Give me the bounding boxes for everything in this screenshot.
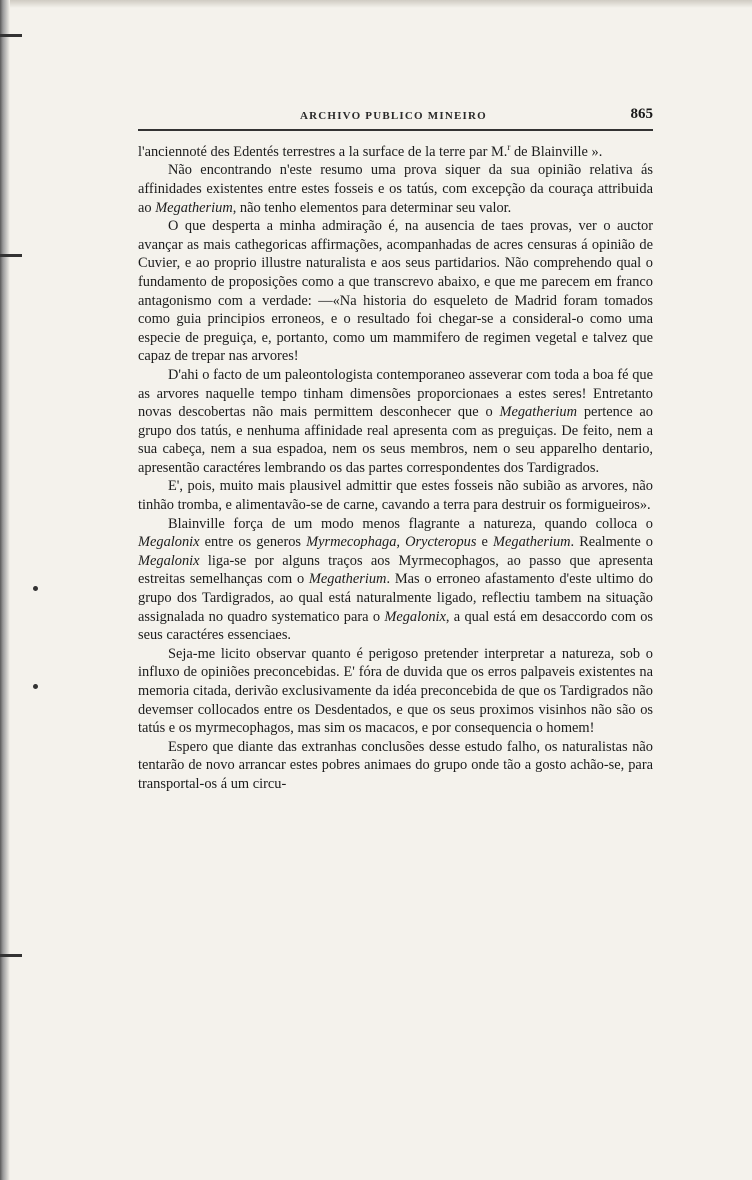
margin-dot	[33, 586, 38, 591]
text-run: E', pois, muito mais plausivel admittir que estes fosseis não subião as arvores, não tinhão tromba, e alimentavão-se de carne, cavando a terra para destruir os formigueiros».	[138, 478, 653, 514]
paragraph	[138, 477, 653, 514]
spine-mark	[0, 954, 22, 957]
text-run: de Blainville ».	[510, 143, 603, 160]
spine-mark	[0, 254, 22, 257]
italic-text: Myrmecophaga, Orycteropus	[306, 534, 477, 551]
margin-dot	[33, 684, 38, 689]
paragraph	[138, 161, 653, 217]
italic-text: Megatherium	[493, 534, 571, 551]
paragraph	[138, 366, 653, 478]
italic-text: Megatherium	[499, 404, 578, 421]
text-run: Blainville força de um modo menos flagrante a natureza, quando colloca o	[168, 515, 653, 532]
paragraph	[138, 217, 653, 366]
italic-text: Megalonix	[138, 552, 200, 569]
paragraph	[138, 645, 653, 738]
text-run: r	[507, 142, 511, 152]
text-run: D'ahi o facto de um paleontologista contemporaneo asseverar com toda a boa fé que as arvores naquelle tempo tinham dimensões proporcionaes a estes seres! Entretanto novas descobertas não mais permittem desconhecer que o	[138, 366, 653, 421]
italic-text: Megatherium	[155, 199, 233, 216]
text-run: Espero que diante das extranhas conclusões desse estudo falho, os naturalistas não tentarão de novo arrancar estes pobres animaes do grupo onde tão a gosto achão-se, para transportal-os á um circu-	[138, 738, 653, 792]
text-run: . Realmente o	[570, 534, 653, 551]
text-run: liga-se por alguns traços aos Myrmecophagos, ao passo que apresenta estreitas semelhanças com o	[138, 552, 653, 588]
running-head: ARCHIVO PUBLICO MINEIRO	[300, 110, 487, 122]
page-number: 865	[630, 106, 653, 122]
italic-text: Megatherium	[308, 571, 387, 588]
book-spine-edge	[0, 0, 10, 1180]
text-run: e	[476, 534, 493, 551]
paragraph	[138, 515, 653, 645]
paragraph	[138, 138, 653, 161]
italic-text: Megalonix	[138, 534, 200, 551]
text-run: pertence ao grupo dos tatús, e nenhuma affinidade real apresenta com as preguiças. De feito, nem a sua cabeça, nem a sua espadoa, nem os seus membros, nem o seu apparelho dentario, apresentão caractéres lembrando os das partes correspondentes dos Tardigrados.	[138, 404, 653, 476]
text-run: l'anciennoté des Edentés terrestres a la surface de la terre par M.	[138, 143, 508, 160]
body-text	[138, 138, 653, 794]
paragraph	[138, 738, 653, 794]
header-rule	[138, 129, 653, 131]
text-run: entre os generos	[199, 534, 307, 551]
page-header	[138, 106, 653, 126]
page-top-shadow	[0, 0, 752, 8]
italic-text: Megalonix	[384, 608, 446, 625]
text-run: , não tenho elementos para determinar seu valor.	[232, 199, 512, 216]
text-run: Seja-me licito observar quanto é perigoso pretender interpretar a natureza, sob o influxo de opiniões preconcebidas. E' fóra de duvida que os erros palpaveis existentes na memoria citada, derivão exclusivamente da idéa preconcebida de que os Tardigrados não devemser collocados entre os Desdentados, e que os seus proximos visinhos não são os tatús e os myrmecophagos, mas sim os macacos, e por consequencia o homem!	[138, 645, 653, 737]
text-run: , a qual está em desaccordo com os seus caractéres essenciaes.	[138, 608, 653, 644]
text-run: . Mas o erroneo afastamento d'este ultimo do grupo dos Tardigrados, ao qual está naturalmente ligado, reflectiu tambem na situação assignalada no quadro systematico para o	[138, 571, 653, 625]
text-run: Não encontrando n'este resumo uma prova siquer da sua opinião relativa ás affinidades existentes entre estes fosseis e os tatús, com excepção da couraça attribuida ao	[138, 162, 653, 216]
text-run: O que desperta a minha admiração é, na ausencia de taes provas, ver o auctor avançar as mais cathegoricas affirmações, acompanhadas de acres censuras á opinião de Cuvier, e ao proprio illustre naturalista e aos seus partidarios. Não comprehendo qual o fundamento de proposições como a que transcrevo abaixo, e que me parecem em franco antagonismo com a verdade: —«Na historia do esqueleto de Madrid foram tomados como guia principios erroneos, e o resultado foi chegar-se a consideral-o como uma especie de preguiça, e, portanto, como um mammifero de regimen vegetal e talvez que capaz de trepar nas arvores!	[138, 218, 653, 365]
spine-mark	[0, 34, 22, 37]
